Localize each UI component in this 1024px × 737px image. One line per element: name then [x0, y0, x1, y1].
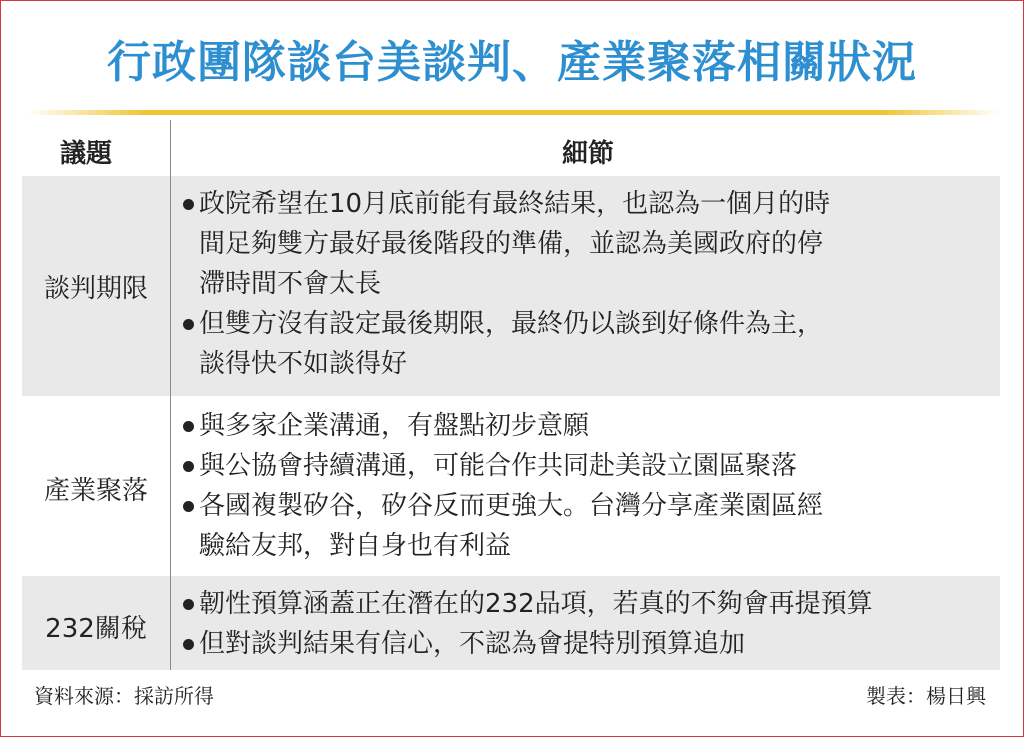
bullet-text: 與多家企業溝通，有盤點初步意願: [199, 411, 590, 441]
bullet-text: 驗給友邦，對自身也有利益: [199, 531, 512, 561]
title-underline: [28, 110, 1000, 115]
infographic-title: 行政團隊談台美談判、產業聚落相關狀況: [107, 37, 917, 88]
bullet-item: [182, 406, 823, 446]
bullet-item: [182, 446, 823, 486]
bullet-item: [182, 486, 823, 526]
row-details: [182, 406, 823, 566]
row-details: [182, 184, 830, 384]
bullet-continuation: [182, 264, 830, 304]
bullet-item: [182, 624, 873, 664]
bullet-continuation: [182, 526, 823, 566]
bullet-icon: [183, 199, 194, 210]
bullet-text: 但對談判結果有信心，不認為會提特別預算追加: [199, 629, 746, 659]
bullet-text: 各國複製矽谷，矽谷反而更強大。台灣分享產業園區經: [199, 491, 824, 521]
bullet-text: 與公協會持續溝通，可能合作共同赴美設立園區聚落: [199, 451, 798, 481]
bullet-text: 談得快不如談得好: [199, 349, 408, 379]
bullet-icon: [183, 501, 194, 512]
bullet-continuation: [182, 224, 830, 264]
maker-credit: 製表：楊日興: [866, 684, 986, 708]
header-detail: 細節: [562, 139, 615, 169]
table-header-row: [22, 120, 1000, 176]
bullet-text: 滯時間不會太長: [199, 269, 382, 299]
row-details: [182, 584, 873, 664]
bullet-icon: [183, 599, 194, 610]
bullet-icon: [183, 421, 194, 432]
bullet-item: [182, 584, 873, 624]
bullet-icon: [183, 319, 194, 330]
row-topic: 談判期限: [43, 274, 148, 304]
source-credit: 資料來源：採訪所得: [34, 684, 214, 708]
bullet-text: 間足夠雙方最好最後階段的準備，並認為美國政府的停: [199, 229, 824, 259]
bullet-item: [182, 184, 830, 224]
header-topic: 議題: [60, 139, 113, 169]
row-topic: 232關稅: [45, 614, 147, 644]
bullet-icon: [183, 639, 194, 650]
row-topic: 產業聚落: [43, 476, 148, 506]
bullet-item: [182, 304, 830, 344]
bullet-icon: [183, 461, 194, 472]
bullet-text: 但雙方沒有設定最後期限，最終仍以談到好條件為主，: [199, 309, 824, 339]
bullet-text: 政院希望在10月底前能有最終結果，也認為一個月的時: [199, 189, 831, 219]
bullet-text: 韌性預算涵蓋正在潛在的232品項，若真的不夠會再提預算: [199, 589, 873, 619]
column-divider: [170, 120, 171, 670]
bullet-continuation: [182, 344, 830, 384]
